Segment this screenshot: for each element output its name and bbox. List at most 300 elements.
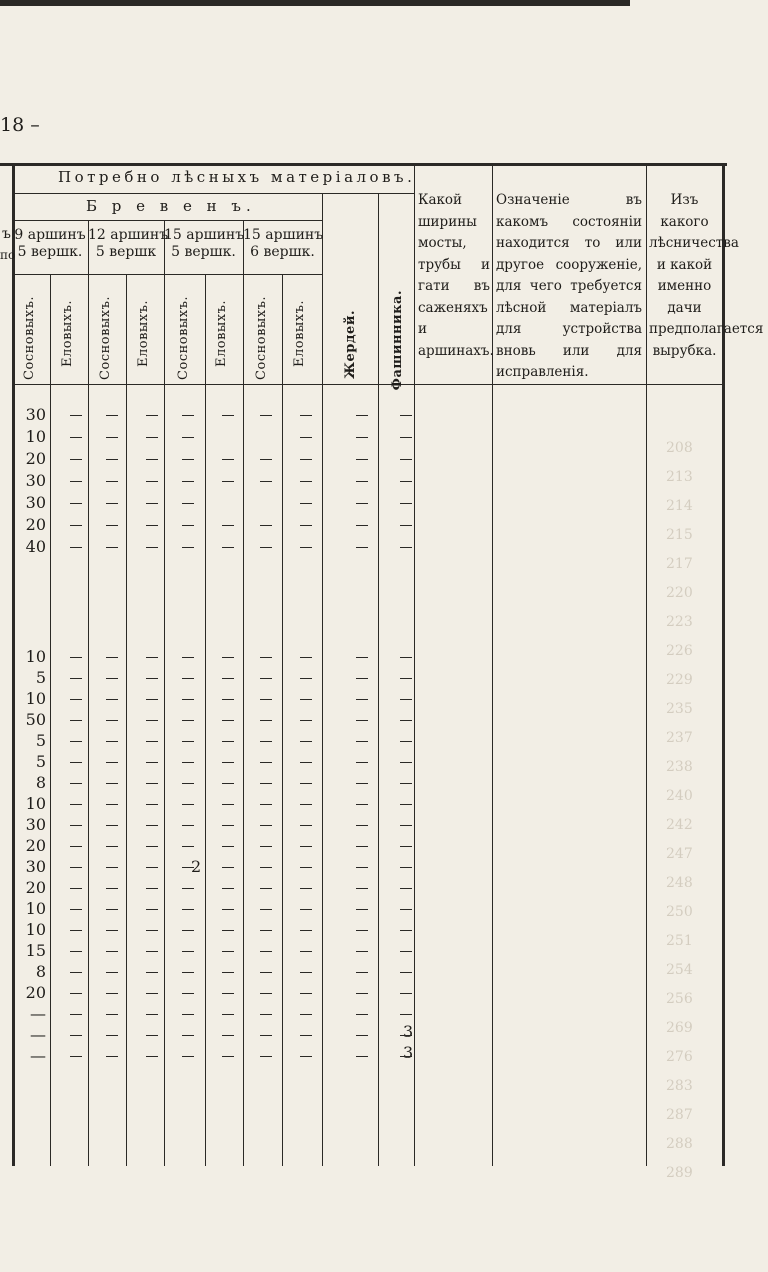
empty-dash <box>300 867 312 868</box>
empty-dash <box>146 1035 158 1036</box>
bleed-through-number: 254 <box>666 962 693 978</box>
bleed-through-number: 208 <box>666 440 693 456</box>
empty-dash <box>356 459 368 460</box>
header-line <box>12 274 322 275</box>
bleed-through-number: 269 <box>666 1020 693 1036</box>
empty-dash <box>356 1014 368 1015</box>
top-border <box>0 0 630 6</box>
pine-9-value: 30 <box>25 471 46 490</box>
pine-9-value: 20 <box>25 878 46 897</box>
empty-dash <box>222 888 234 889</box>
empty-dash <box>400 481 412 482</box>
empty-dash <box>356 993 368 994</box>
empty-dash <box>400 720 412 721</box>
empty-dash <box>182 678 194 679</box>
empty-dash <box>106 909 118 910</box>
empty-dash <box>260 804 272 805</box>
empty-dash <box>106 993 118 994</box>
empty-dash <box>70 459 82 460</box>
empty-dash <box>146 720 158 721</box>
empty-dash <box>106 1014 118 1015</box>
empty-dash <box>300 762 312 763</box>
pine-label: Сосновыхъ. <box>22 296 37 380</box>
empty-dash <box>260 867 272 868</box>
empty-dash <box>106 720 118 721</box>
empty-dash <box>70 525 82 526</box>
empty-dash <box>146 951 158 952</box>
empty-dash <box>182 993 194 994</box>
empty-dash <box>182 951 194 952</box>
empty-dash <box>300 783 312 784</box>
spruce-label: Еловыхъ. <box>60 300 75 367</box>
empty-dash <box>400 547 412 548</box>
empty-dash <box>260 720 272 721</box>
empty-dash <box>222 415 234 416</box>
empty-dash <box>146 525 158 526</box>
empty-dash <box>300 888 312 889</box>
empty-dash <box>70 678 82 679</box>
empty-dash <box>146 888 158 889</box>
empty-dash <box>356 888 368 889</box>
empty-dash <box>222 657 234 658</box>
empty-dash <box>356 825 368 826</box>
pine-9-value: 8 <box>35 962 46 981</box>
empty-dash <box>356 930 368 931</box>
empty-dash <box>182 415 194 416</box>
empty-dash <box>106 437 118 438</box>
empty-dash <box>70 503 82 504</box>
empty-dash <box>70 762 82 763</box>
empty-dash <box>300 525 312 526</box>
empty-dash <box>222 678 234 679</box>
empty-dash <box>300 972 312 973</box>
bleed-through-number: 288 <box>666 1136 693 1152</box>
empty-dash <box>70 720 82 721</box>
size-group-3: 15 аршинъ 5 вершк. <box>164 227 245 260</box>
empty-dash <box>70 825 82 826</box>
empty-dash <box>356 762 368 763</box>
header-line <box>12 220 322 221</box>
empty-dash <box>146 993 158 994</box>
empty-dash <box>300 846 312 847</box>
pine-9-value: 10 <box>25 427 46 446</box>
empty-dash <box>260 1035 272 1036</box>
empty-dash <box>222 1035 234 1036</box>
empty-dash <box>182 1056 194 1057</box>
empty-dash <box>222 783 234 784</box>
empty-dash <box>222 1014 234 1015</box>
empty-dash <box>70 437 82 438</box>
bleed-through-number: 226 <box>666 643 693 659</box>
empty-dash <box>106 657 118 658</box>
divider <box>88 220 89 1166</box>
bleed-through-number: 287 <box>666 1107 693 1123</box>
empty-dash <box>400 657 412 658</box>
bleed-through-number: 229 <box>666 672 693 688</box>
empty-dash <box>356 437 368 438</box>
empty-dash <box>260 525 272 526</box>
bleed-through-number: 237 <box>666 730 693 746</box>
right-border <box>722 163 725 1166</box>
empty-dash <box>222 741 234 742</box>
empty-dash <box>356 657 368 658</box>
empty-dash <box>146 699 158 700</box>
empty-dash <box>222 972 234 973</box>
empty-dash <box>260 762 272 763</box>
empty-dash <box>70 657 82 658</box>
empty-dash <box>222 909 234 910</box>
empty-dash <box>356 951 368 952</box>
empty-dash <box>70 909 82 910</box>
empty-dash <box>106 1056 118 1057</box>
empty-dash <box>182 888 194 889</box>
pine-9-value: 10 <box>25 689 46 708</box>
empty-dash <box>146 930 158 931</box>
empty-dash <box>356 846 368 847</box>
empty-dash <box>400 972 412 973</box>
bleed-through-number: 276 <box>666 1049 693 1065</box>
empty-dash <box>70 415 82 416</box>
logs-title: Б р е в е н ъ. <box>86 197 256 215</box>
empty-dash <box>70 547 82 548</box>
forestry-column-header: Изъ какого лѣсничества и какой именно дачи предполагается вырубка. <box>649 192 764 359</box>
empty-dash <box>146 437 158 438</box>
pine-9-value: 10 <box>25 899 46 918</box>
empty-dash <box>146 825 158 826</box>
empty-dash <box>260 1056 272 1057</box>
divider <box>378 193 379 1166</box>
empty-dash <box>70 951 82 952</box>
width-column-header: Какой ширины мосты, трубы и гати въ саженяхъ и аршинахъ. <box>418 192 494 359</box>
empty-dash <box>106 481 118 482</box>
empty-dash <box>146 972 158 973</box>
empty-dash <box>300 437 312 438</box>
size-group-4: 15 аршинъ 6 вершк. <box>243 227 324 260</box>
empty-dash <box>400 909 412 910</box>
empty-dash <box>146 867 158 868</box>
empty-dash <box>400 825 412 826</box>
pine-9-value: — <box>30 1025 46 1044</box>
empty-dash <box>146 1056 158 1057</box>
empty-dash <box>260 657 272 658</box>
divider <box>646 163 647 1166</box>
empty-dash <box>182 657 194 658</box>
empty-dash <box>182 503 194 504</box>
empty-dash <box>182 547 194 548</box>
empty-dash <box>300 415 312 416</box>
bleed-through-number: 242 <box>666 817 693 833</box>
bleed-through-number: 235 <box>666 701 693 717</box>
fascines-label: Фашинника. <box>390 290 405 391</box>
empty-dash <box>222 762 234 763</box>
empty-dash <box>146 481 158 482</box>
divider <box>205 274 206 1166</box>
empty-dash <box>260 415 272 416</box>
empty-dash <box>106 1035 118 1036</box>
empty-dash <box>222 804 234 805</box>
empty-dash <box>106 846 118 847</box>
bleed-through-number: 215 <box>666 527 693 543</box>
pine-9-value: 20 <box>25 983 46 1002</box>
empty-dash <box>356 867 368 868</box>
empty-dash <box>182 825 194 826</box>
divider <box>492 163 493 1166</box>
pine-9-value: 8 <box>35 773 46 792</box>
bleed-through-number: 238 <box>666 759 693 775</box>
empty-dash <box>300 930 312 931</box>
empty-dash <box>400 846 412 847</box>
empty-dash <box>356 909 368 910</box>
empty-dash <box>70 888 82 889</box>
pine-9-value: 15 <box>25 941 46 960</box>
empty-dash <box>260 846 272 847</box>
bleed-through-number: 289 <box>666 1165 693 1181</box>
empty-dash <box>106 930 118 931</box>
spruce-label: Еловыхъ. <box>136 300 151 367</box>
empty-dash <box>106 783 118 784</box>
empty-dash <box>182 699 194 700</box>
table-top-border <box>0 163 727 166</box>
pine-9-value: 10 <box>25 920 46 939</box>
empty-dash <box>70 972 82 973</box>
left-border <box>12 163 15 1166</box>
empty-dash <box>400 762 412 763</box>
empty-dash <box>182 930 194 931</box>
empty-dash <box>356 547 368 548</box>
bleed-through-number: 220 <box>666 585 693 601</box>
empty-dash <box>106 804 118 805</box>
empty-dash <box>300 547 312 548</box>
empty-dash <box>146 762 158 763</box>
empty-dash <box>260 481 272 482</box>
empty-dash <box>260 741 272 742</box>
empty-dash <box>70 846 82 847</box>
empty-dash <box>300 720 312 721</box>
spruce-label: Еловыхъ. <box>214 300 229 367</box>
empty-dash <box>106 867 118 868</box>
empty-dash <box>300 951 312 952</box>
poles-label: Жердей. <box>343 310 358 380</box>
empty-dash <box>400 459 412 460</box>
divider <box>414 163 415 1166</box>
pine-9-value: 20 <box>25 836 46 855</box>
empty-dash <box>70 993 82 994</box>
empty-dash <box>356 481 368 482</box>
empty-dash <box>70 1014 82 1015</box>
empty-dash <box>146 503 158 504</box>
empty-dash <box>356 503 368 504</box>
empty-dash <box>222 993 234 994</box>
empty-dash <box>300 1056 312 1057</box>
empty-dash <box>182 741 194 742</box>
empty-dash <box>106 888 118 889</box>
divider <box>126 274 127 1166</box>
empty-dash <box>400 1035 412 1036</box>
empty-dash <box>260 888 272 889</box>
pine-9-value: 30 <box>25 493 46 512</box>
empty-dash <box>146 459 158 460</box>
empty-dash <box>400 699 412 700</box>
pine-9-value: 40 <box>25 537 46 556</box>
size-group-2: 12 аршинъ 5 вершк <box>88 227 169 260</box>
divider <box>322 193 323 1166</box>
empty-dash <box>106 825 118 826</box>
empty-dash <box>222 867 234 868</box>
empty-dash <box>106 459 118 460</box>
empty-dash <box>70 1056 82 1057</box>
empty-dash <box>400 951 412 952</box>
empty-dash <box>300 1035 312 1036</box>
empty-dash <box>146 1014 158 1015</box>
empty-dash <box>400 1014 412 1015</box>
empty-dash <box>182 525 194 526</box>
empty-dash <box>146 783 158 784</box>
empty-dash <box>146 547 158 548</box>
pine-9-value: 30 <box>25 815 46 834</box>
pine-9-value: 10 <box>25 647 46 666</box>
empty-dash <box>356 1035 368 1036</box>
empty-dash <box>70 930 82 931</box>
empty-dash <box>222 481 234 482</box>
empty-dash <box>400 783 412 784</box>
empty-dash <box>70 1035 82 1036</box>
empty-dash <box>146 657 158 658</box>
pine-label: Сосновыхъ. <box>254 296 269 380</box>
size-group-1: 9 аршинъ 5 вершк. <box>14 227 86 260</box>
pine-label: Сосновыхъ. <box>176 296 191 380</box>
pine-9-value: — <box>30 1004 46 1023</box>
empty-dash <box>222 846 234 847</box>
pine-9-value: 20 <box>25 515 46 534</box>
empty-dash <box>300 993 312 994</box>
pine-9-value: 5 <box>35 752 46 771</box>
empty-dash <box>222 825 234 826</box>
empty-dash <box>300 503 312 504</box>
empty-dash <box>356 783 368 784</box>
empty-dash <box>70 783 82 784</box>
page-number: 18 – <box>0 114 40 136</box>
bleed-through-number: 247 <box>666 846 693 862</box>
empty-dash <box>70 481 82 482</box>
empty-dash <box>400 888 412 889</box>
empty-dash <box>222 547 234 548</box>
empty-dash <box>400 503 412 504</box>
empty-dash <box>300 909 312 910</box>
empty-dash <box>106 972 118 973</box>
empty-dash <box>300 459 312 460</box>
empty-dash <box>70 804 82 805</box>
empty-dash <box>106 415 118 416</box>
empty-dash <box>356 804 368 805</box>
header-line <box>12 193 414 194</box>
empty-dash <box>300 699 312 700</box>
empty-dash <box>260 547 272 548</box>
empty-dash <box>260 1014 272 1015</box>
empty-dash <box>182 783 194 784</box>
empty-dash <box>356 699 368 700</box>
pine-9-value: — <box>30 1046 46 1065</box>
empty-dash <box>400 1056 412 1057</box>
empty-dash <box>146 415 158 416</box>
bleed-through-number: 223 <box>666 614 693 630</box>
empty-dash <box>222 1056 234 1057</box>
fascine-value: 3 <box>403 1022 414 1041</box>
empty-dash <box>182 1035 194 1036</box>
pine-15-value: 2 <box>191 857 202 876</box>
empty-dash <box>106 741 118 742</box>
empty-dash <box>300 657 312 658</box>
empty-dash <box>400 930 412 931</box>
empty-dash <box>70 699 82 700</box>
bleed-through-number: 240 <box>666 788 693 804</box>
empty-dash <box>356 741 368 742</box>
empty-dash <box>182 762 194 763</box>
empty-dash <box>400 867 412 868</box>
pine-9-value: 10 <box>25 794 46 813</box>
left-fragment: по <box>0 248 16 262</box>
empty-dash <box>70 741 82 742</box>
empty-dash <box>260 951 272 952</box>
pine-9-value: 5 <box>35 731 46 750</box>
empty-dash <box>356 720 368 721</box>
empty-dash <box>400 678 412 679</box>
empty-dash <box>222 951 234 952</box>
empty-dash <box>182 720 194 721</box>
empty-dash <box>146 909 158 910</box>
empty-dash <box>400 525 412 526</box>
header-bottom-line <box>12 384 722 385</box>
bleed-through-number: 256 <box>666 991 693 1007</box>
empty-dash <box>356 678 368 679</box>
empty-dash <box>182 437 194 438</box>
empty-dash <box>146 741 158 742</box>
bleed-through-number: 251 <box>666 933 693 949</box>
empty-dash <box>400 741 412 742</box>
empty-dash <box>300 741 312 742</box>
bleed-through-number: 213 <box>666 469 693 485</box>
empty-dash <box>260 825 272 826</box>
fascine-value: 3 <box>403 1043 414 1062</box>
empty-dash <box>260 993 272 994</box>
pine-9-value: 30 <box>25 405 46 424</box>
bleed-through-number: 217 <box>666 556 693 572</box>
empty-dash <box>182 846 194 847</box>
bleed-through-number: 214 <box>666 498 693 514</box>
empty-dash <box>182 804 194 805</box>
empty-dash <box>260 930 272 931</box>
empty-dash <box>400 804 412 805</box>
empty-dash <box>260 972 272 973</box>
empty-dash <box>260 678 272 679</box>
empty-dash <box>356 1056 368 1057</box>
divider <box>164 220 165 1166</box>
empty-dash <box>300 1014 312 1015</box>
empty-dash <box>356 415 368 416</box>
empty-dash <box>260 459 272 460</box>
empty-dash <box>106 547 118 548</box>
designation-column-header: Означеніе въ какомъ состояніи находится то или другое сооруженіе, для чего требуется лѣсной матеріалъ для устройства вновь или для исправленія. <box>496 192 642 380</box>
empty-dash <box>222 699 234 700</box>
spruce-label: Еловыхъ. <box>292 300 307 367</box>
empty-dash <box>300 825 312 826</box>
empty-dash <box>106 951 118 952</box>
bleed-through-number: 250 <box>666 904 693 920</box>
empty-dash <box>146 846 158 847</box>
pine-9-value: 5 <box>35 668 46 687</box>
empty-dash <box>260 699 272 700</box>
divider <box>50 274 51 1166</box>
empty-dash <box>182 481 194 482</box>
